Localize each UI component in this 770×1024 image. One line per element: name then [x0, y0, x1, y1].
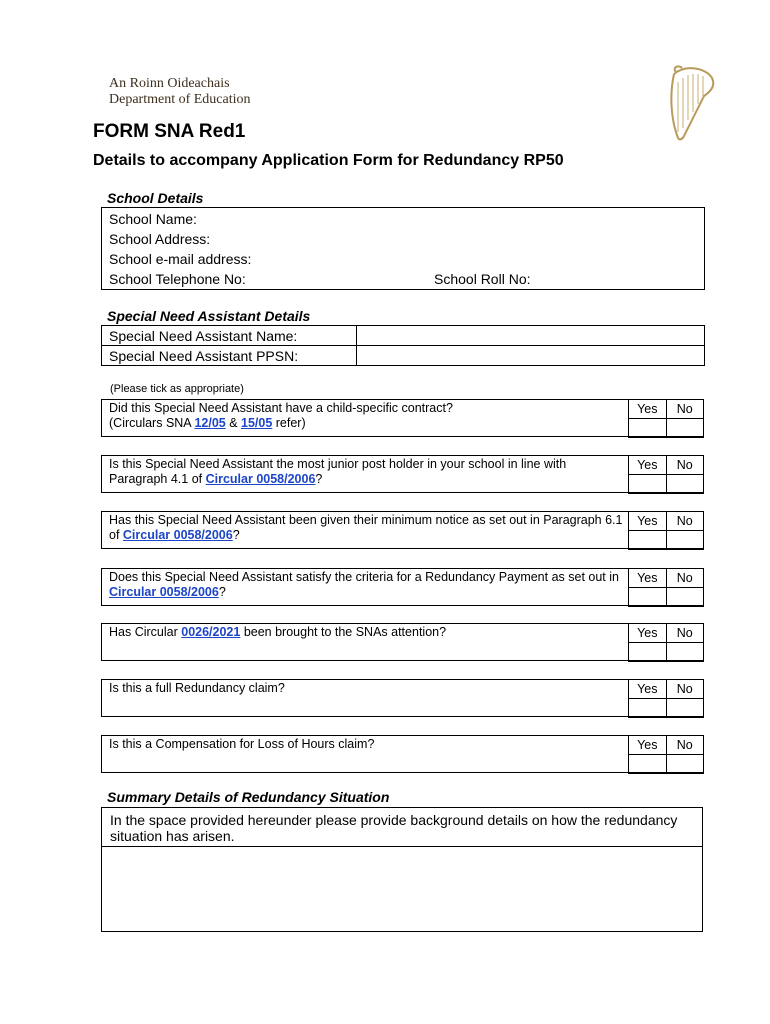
q7-text: Is this a Compensation for Loss of Hours claim?	[109, 737, 375, 751]
no-checkbox[interactable]	[666, 755, 703, 774]
yes-no-box	[628, 399, 704, 438]
yes-no-box	[628, 735, 704, 774]
q6-text: Is this a full Redundancy claim?	[109, 681, 285, 695]
question-circular-attention: Has Circular 0026/2021 been brought to the SNAs attention? Yes No	[101, 623, 704, 661]
yes-checkbox[interactable]	[629, 588, 667, 607]
yes-label: Yes	[629, 624, 667, 643]
yes-label: Yes	[629, 512, 667, 531]
circular-link-0026-2021[interactable]: 0026/2021	[181, 625, 241, 639]
harp-icon	[662, 62, 718, 144]
question-child-specific-contract: Did this Special Need Assistant have a child-specific contract? (Circulars SNA 12/05 & 15/05 refer) Yes No	[101, 399, 704, 437]
sna-details-heading: Special Need Assistant Details	[107, 308, 311, 324]
yes-checkbox[interactable]	[629, 531, 667, 550]
yes-no-box	[628, 568, 704, 607]
sna-details-table	[101, 325, 705, 366]
department-logo-text	[109, 76, 251, 108]
circular-link-15-05[interactable]: 15/05	[241, 416, 273, 430]
no-checkbox[interactable]	[666, 588, 703, 607]
yes-no-box	[628, 455, 704, 494]
yes-checkbox[interactable]	[629, 475, 667, 494]
summary-instructions: In the space provided hereunder please provide background details on how the redundancy situation has arisen.	[110, 812, 678, 844]
school-details-box	[101, 207, 705, 290]
question-most-junior-post-holder: Is this Special Need Assistant the most junior post holder in your school in line with Paragraph 4.1 of Circular 0058/2006? Yes No	[101, 455, 704, 493]
tick-note: (Please tick as appropriate)	[110, 383, 244, 395]
summary-heading: Summary Details of Redundancy Situation	[107, 789, 390, 805]
no-checkbox[interactable]	[666, 643, 703, 662]
no-label: No	[666, 569, 703, 588]
no-label: No	[666, 624, 703, 643]
circular-link-12-05[interactable]: 12/05	[194, 416, 226, 430]
summary-text-area[interactable]	[102, 847, 702, 931]
yes-checkbox[interactable]	[629, 419, 667, 438]
yes-label: Yes	[629, 456, 667, 475]
sna-ppsn-label: Special Need Assistant PPSN:	[102, 346, 357, 366]
yes-label: Yes	[629, 736, 667, 755]
dept-english-name: Department of Education	[109, 92, 251, 107]
q1-line1: Did this Special Need Assistant have a child-specific contract?	[109, 401, 453, 415]
question-full-redundancy	[101, 679, 704, 717]
yes-checkbox[interactable]	[629, 699, 667, 718]
sna-ppsn-field[interactable]	[357, 346, 705, 366]
question-redundancy-criteria: Does this Special Need Assistant satisfy the criteria for a Redundancy Payment as set out in Circular 0058/2006? Yes No	[101, 568, 704, 606]
school-name-label: School Name:	[109, 211, 197, 227]
circular-link-0058-2006[interactable]: Circular 0058/2006	[122, 528, 233, 542]
no-checkbox[interactable]	[666, 699, 703, 718]
school-email-label: School e-mail address:	[109, 251, 252, 267]
no-label: No	[666, 400, 703, 419]
yes-checkbox[interactable]	[629, 643, 667, 662]
no-checkbox[interactable]	[666, 419, 703, 438]
school-details-heading: School Details	[107, 190, 204, 206]
school-phone-label: School Telephone No:	[109, 271, 246, 287]
no-checkbox[interactable]	[666, 531, 703, 550]
dept-irish-name: An Roinn Oideachais	[109, 76, 230, 91]
yes-label: Yes	[629, 569, 667, 588]
school-address-label: School Address:	[109, 231, 211, 247]
yes-checkbox[interactable]	[629, 755, 667, 774]
circular-link-0058-2006[interactable]: Circular 0058/2006	[205, 472, 316, 486]
yes-label: Yes	[629, 400, 667, 419]
question-minimum-notice: Has this Special Need Assistant been given their minimum notice as set out in Paragraph 6.1 of Circular 0058/2006? Yes No	[101, 511, 704, 549]
yes-no-box	[628, 511, 704, 550]
no-label: No	[666, 512, 703, 531]
form-subtitle: Details to accompany Application Form for Redundancy RP50	[93, 152, 564, 169]
sna-name-label: Special Need Assistant Name:	[102, 326, 357, 346]
no-label: No	[666, 456, 703, 475]
no-label: No	[666, 736, 703, 755]
no-label: No	[666, 680, 703, 699]
school-roll-label: School Roll No:	[434, 271, 531, 287]
no-checkbox[interactable]	[666, 475, 703, 494]
yes-no-box	[628, 623, 704, 662]
summary-box	[101, 807, 703, 932]
circular-link-0058-2006[interactable]: Circular 0058/2006	[109, 585, 219, 599]
yes-label: Yes	[629, 680, 667, 699]
question-loss-of-hours	[101, 735, 704, 773]
form-title: FORM SNA Red1	[93, 121, 246, 142]
yes-no-box	[628, 679, 704, 718]
sna-name-field[interactable]	[357, 326, 705, 346]
